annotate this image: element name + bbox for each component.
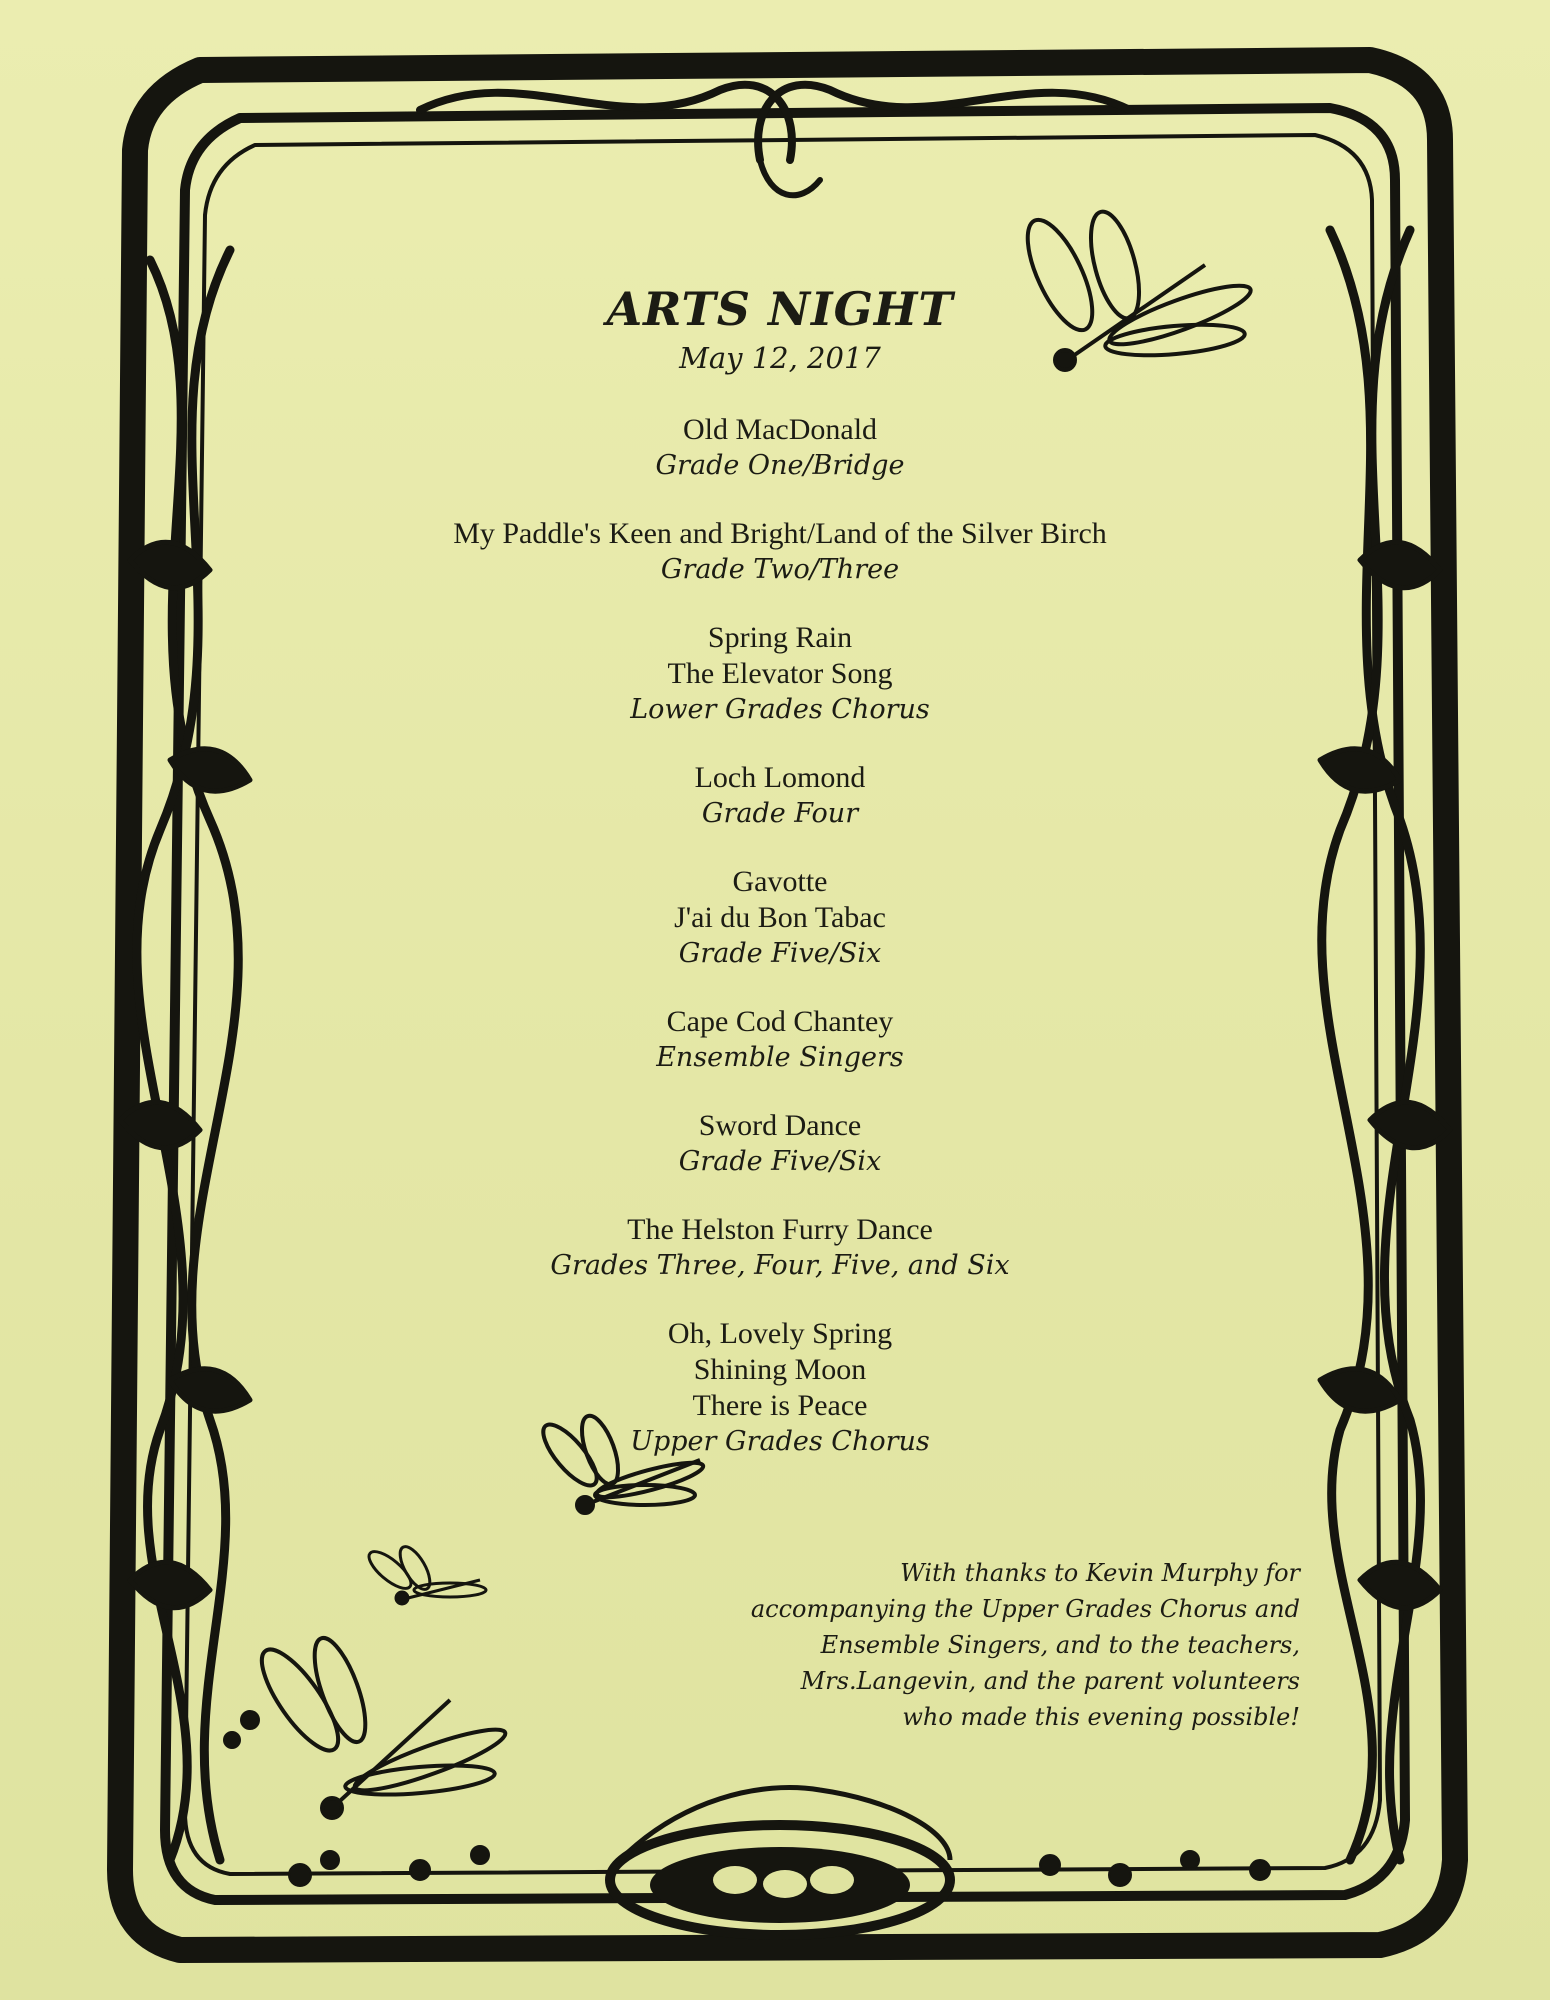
program-item: [380, 1004, 1180, 1076]
performer-name: Upper Grades Chorus: [630, 1426, 930, 1457]
song-title: Old MacDonald: [682, 413, 878, 446]
program-item: [380, 1212, 1180, 1284]
dragonfly-icon: [364, 1542, 486, 1604]
program-item: [380, 516, 1180, 588]
program-content: [380, 280, 1180, 1492]
thanks-line: With thanks to Kevin Murphy for: [900, 1559, 1300, 1587]
thanks-line: Ensemble Singers, and to the teachers,: [820, 1631, 1300, 1659]
song-title: Oh, Lovely Spring: [667, 1317, 893, 1350]
page-title: ARTS NIGHT: [606, 282, 954, 336]
thanks-line: who made this evening possible!: [902, 1703, 1300, 1731]
song-title: There is Peace: [692, 1389, 868, 1422]
thanks-line: accompanying the Upper Grades Chorus and: [750, 1595, 1300, 1623]
song-title: My Paddle's Keen and Bright/Land of the Silver Birch: [453, 517, 1107, 550]
thanks-line: Mrs.Langevin, and the parent volunteers: [800, 1667, 1300, 1695]
performer-name: Ensemble Singers: [656, 1042, 904, 1073]
song-title: Spring Rain: [707, 621, 853, 654]
performer-name: Grade Two/Three: [660, 554, 900, 585]
song-title: J'ai du Bon Tabac: [674, 901, 886, 934]
acknowledgements: [600, 1555, 1300, 1735]
performer-name: Lower Grades Chorus: [630, 694, 930, 725]
dragonfly-icon: [249, 1632, 510, 1818]
song-title: Cape Cod Chantey: [666, 1005, 894, 1038]
song-title: Loch Lomond: [694, 761, 866, 794]
event-date: May 12, 2017: [679, 341, 881, 375]
performer-name: Grade One/Bridge: [655, 450, 905, 481]
song-title: Gavotte: [732, 865, 828, 898]
song-title: The Helston Furry Dance: [627, 1213, 933, 1246]
performer-name: Grade Four: [701, 798, 859, 829]
bird-nest-with-eggs: [610, 1788, 950, 1935]
performer-name: Grade Five/Six: [678, 938, 882, 969]
song-title: Sword Dance: [698, 1109, 862, 1142]
program-item: [380, 620, 1180, 728]
program-item: [380, 760, 1180, 832]
program-item: [380, 1316, 1180, 1460]
performer-name: Grade Five/Six: [678, 1146, 882, 1177]
song-title: Shining Moon: [693, 1353, 867, 1386]
program-item: [380, 1108, 1180, 1180]
program-item: [380, 864, 1180, 972]
performer-name: Grades Three, Four, Five, and Six: [550, 1250, 1010, 1281]
program-item: [380, 412, 1180, 484]
song-title: The Elevator Song: [667, 657, 893, 690]
